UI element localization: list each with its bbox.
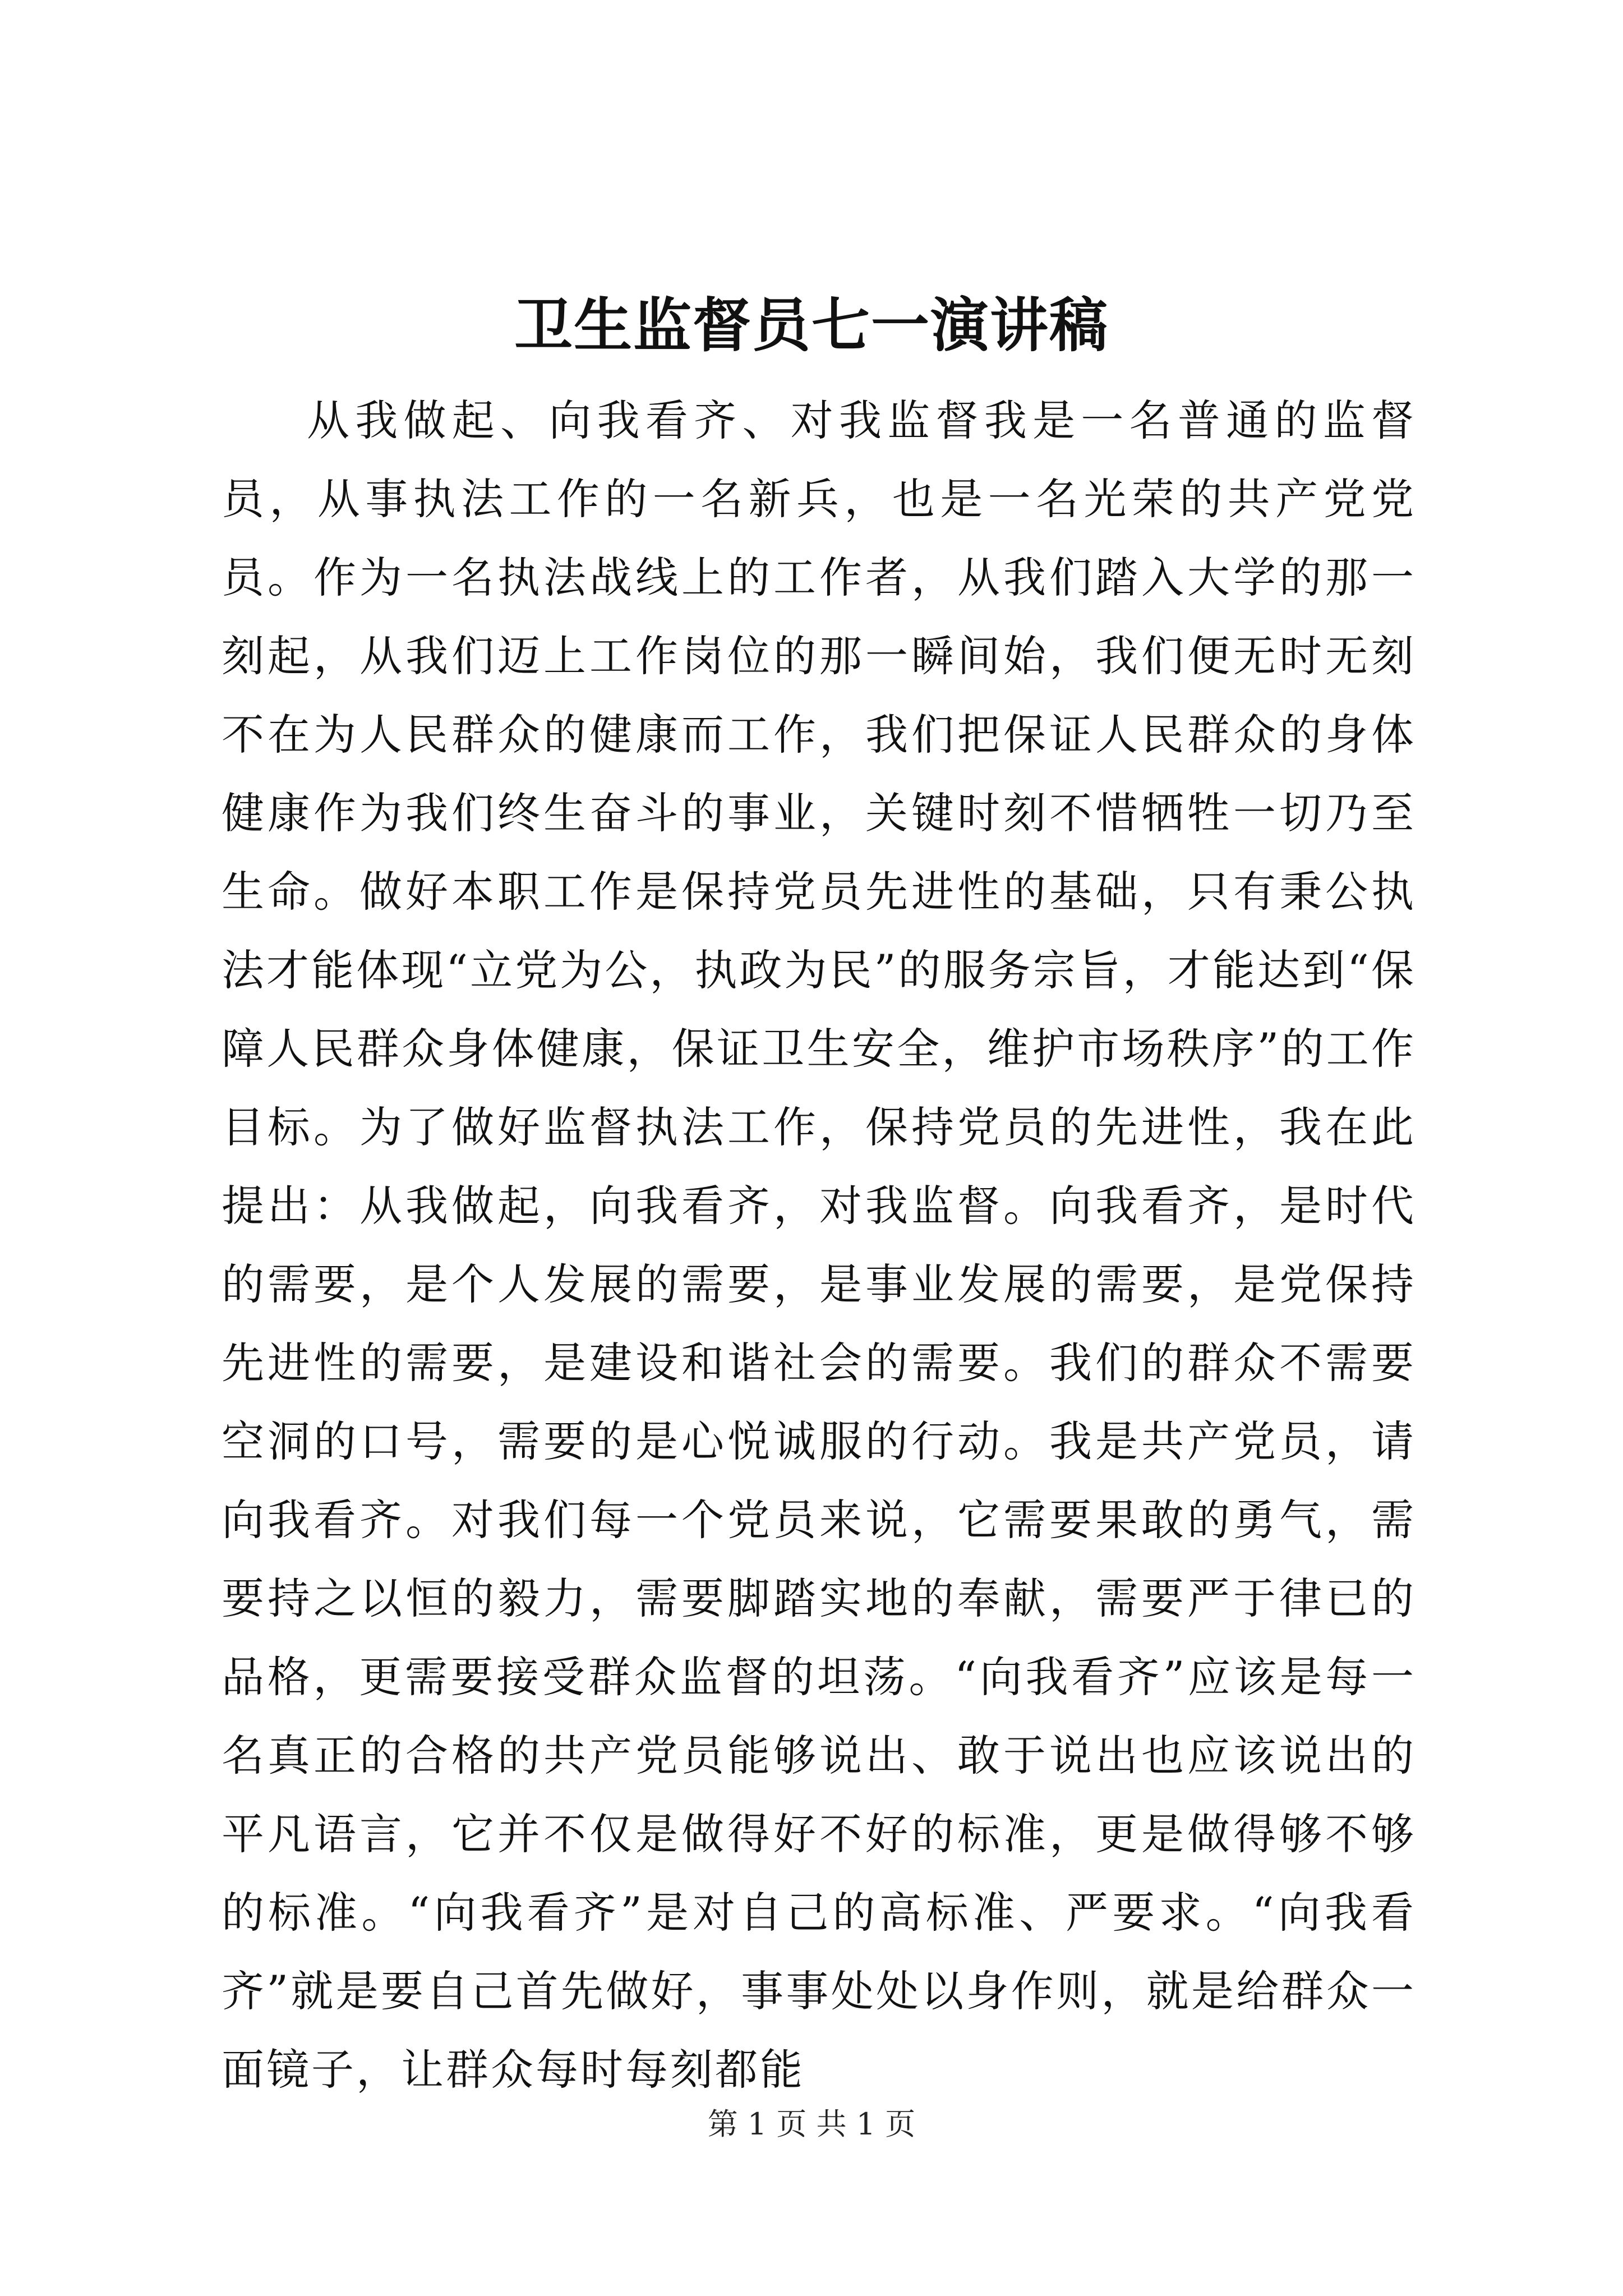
document-body-paragraph: 从我做起、向我看齐、对我监督我是一名普通的监督员，从事执法工作的一名新兵，也是一名光荣的共产党党员。作为一名执法战线上的工作者，从我们踏入大学的那一刻起，从我们迈上工作岗位的那一瞬间始，我们便无时无刻不在为人民群众的健康而工作，我们把保证人民群众的身体健康作为我们终生奋斗的事业，关键时刻不惜牺牲一切乃至生命。做好本职工作是保持党员先进性的基础，只有秉公执法才能体现“立党为公，执政为民”的服务宗旨，才能达到“保障人民群众身体健康，保证卫生安全，维护市场秩序”的工作目标。为了做好监督执法工作，保持党员的先进性，我在此提出：从我做起，向我看齐，对我监督。向我看齐，是时代的需要，是个人发展的需要，是事业发展的需要，是党保持先进性的需要，是建设和谐社会的需要。我们的群众不需要空洞的口号，需要的是心悦诚服的行动。我是共产党员，请向我看齐。对我们每一个党员来说，它需要果敢的勇气，需要持之以恒的毅力，需要脚踏实地的奉献，需要严于律已的品格，更需要接受群众监督的坦荡。“向我看齐”应该是每一名真正的合格的共产党员能够说出、敢于说出也应该说出的平凡语言，它并不仅是做得好不好的标准，更是做得够不够的标准。“向我看齐”是对自己的高标准、严要求。“向我看齐”就是要自己首先做好，事事处处以身作则，就是给群众一面镜子，让群众每时每刻都能: [222, 395, 1416, 2095]
document-title: 卫生监督员七一演讲稿: [514, 291, 1109, 360]
page-number-footer: 第 1 页 共 1 页: [707, 2106, 916, 2142]
